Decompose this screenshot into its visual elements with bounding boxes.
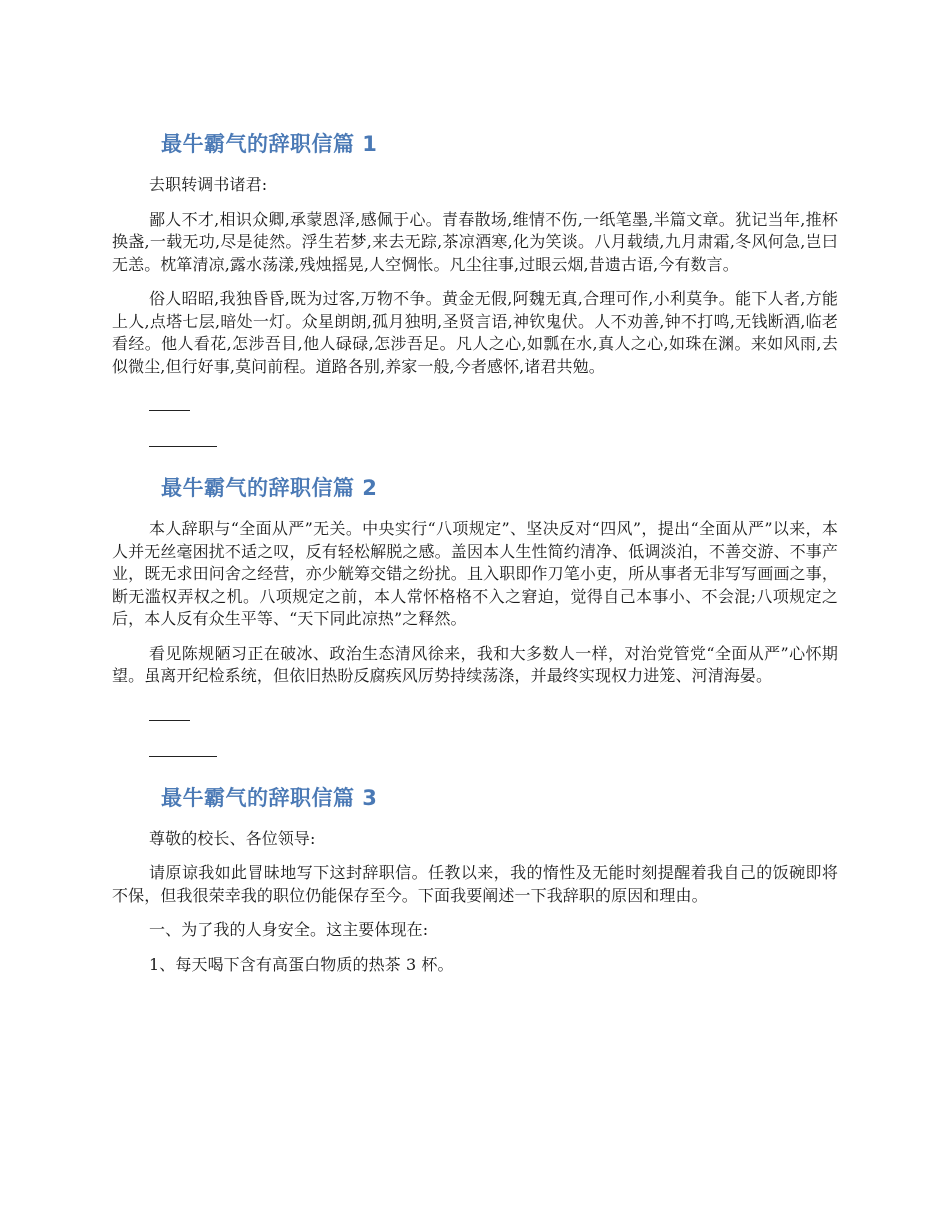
- paragraph: 请原谅我如此冒昧地写下这封辞职信。任教以来，我的惰性及无能时刻提醒着我自己的饭碗即将不保，但我很荣幸我的职位仍能保存至今。下面我要阐述一下我辞职的原因和理由。: [112, 863, 838, 905]
- paragraph: 看见陈规陋习正在破冰、政治生态清风徐来，我和大多数人一样，对治党管党“全面从严”心怀期望。虽离开纪检系统，但依旧热盼反腐疾风厉势持续荡涤，并最终实现权力进笼、河清海晏。: [112, 643, 838, 685]
- document-body: [112, 128, 838, 988]
- section-heading-3: 最牛霸气的辞职信篇 3: [161, 785, 378, 810]
- separator-line: [112, 436, 838, 456]
- paragraph: 一、为了我的人身安全。这主要体现在:: [149, 920, 429, 939]
- separator-line: [112, 710, 838, 730]
- section-heading-2: 最牛霸气的辞职信篇 2: [161, 476, 378, 500]
- paragraph: 本人辞职与“全面从严”无关。中央实行“八项规定”、坚决反对“四风”，提出“全面从严”以来，本人并无丝毫困扰不适之叹，反有轻松解脱之感。盖因本人生性简约清净、低调淡泊，不善交游、不事产业，既无求田问舍之经营，亦少觥筹交错之纷扰。且入职即作刀笔小吏，所从事者无非写写画画之事，断无滥权弄权之机。八项规定之前，本人常怀格格不入之窘迫，觉得自己本事小、不会混;八项规定之后，本人反有众生平等、“天下同此凉热”之释然。: [112, 519, 838, 628]
- paragraph: 俗人昭昭,我独昏昏,既为过客,万物不争。黄金无假,阿魏无真,合理可作,小利莫争。能下人者,方能上人,点塔七层,暗处一灯。众星朗朗,孤月独明,圣贤言语,神钦鬼伏。人不劝善,钟不打鸣,无钱断酒,临老看经。他人看花,怎涉吾目,他人碌碌,怎涉吾足。凡人之心,如瓢在水,真人之心,如珠在渊。来如风雨,去似微尘,但行好事,莫问前程。道路各别,养家一般,今者感怀,诸君共勉。: [112, 289, 838, 376]
- paragraph: 鄙人不才,相识众卿,承蒙恩泽,感佩于心。青春散场,维情不伤,一纸笔墨,半篇文章。犹记当年,推杯换盏,一载无功,尽是徒然。浮生若梦,来去无踪,茶凉酒寒,化为笑谈。八月载绩,九月肃霜,冬风何急,岂曰无恙。枕箪清凉,露水荡漾,残烛摇晃,人空惆怅。凡尘往事,过眼云烟,昔遗古语,今有数言。: [112, 209, 838, 274]
- separator-line: [112, 400, 838, 420]
- list-item: 1、每天喝下含有高蛋白物质的热茶 3 杯。: [149, 954, 454, 974]
- salutation: 尊敬的校长、各位领导:: [149, 828, 316, 848]
- section-heading-1: 最牛霸气的辞职信篇 1: [161, 132, 378, 156]
- separator-line: [112, 746, 838, 766]
- salutation: 去职转调书诸君:: [149, 175, 268, 194]
